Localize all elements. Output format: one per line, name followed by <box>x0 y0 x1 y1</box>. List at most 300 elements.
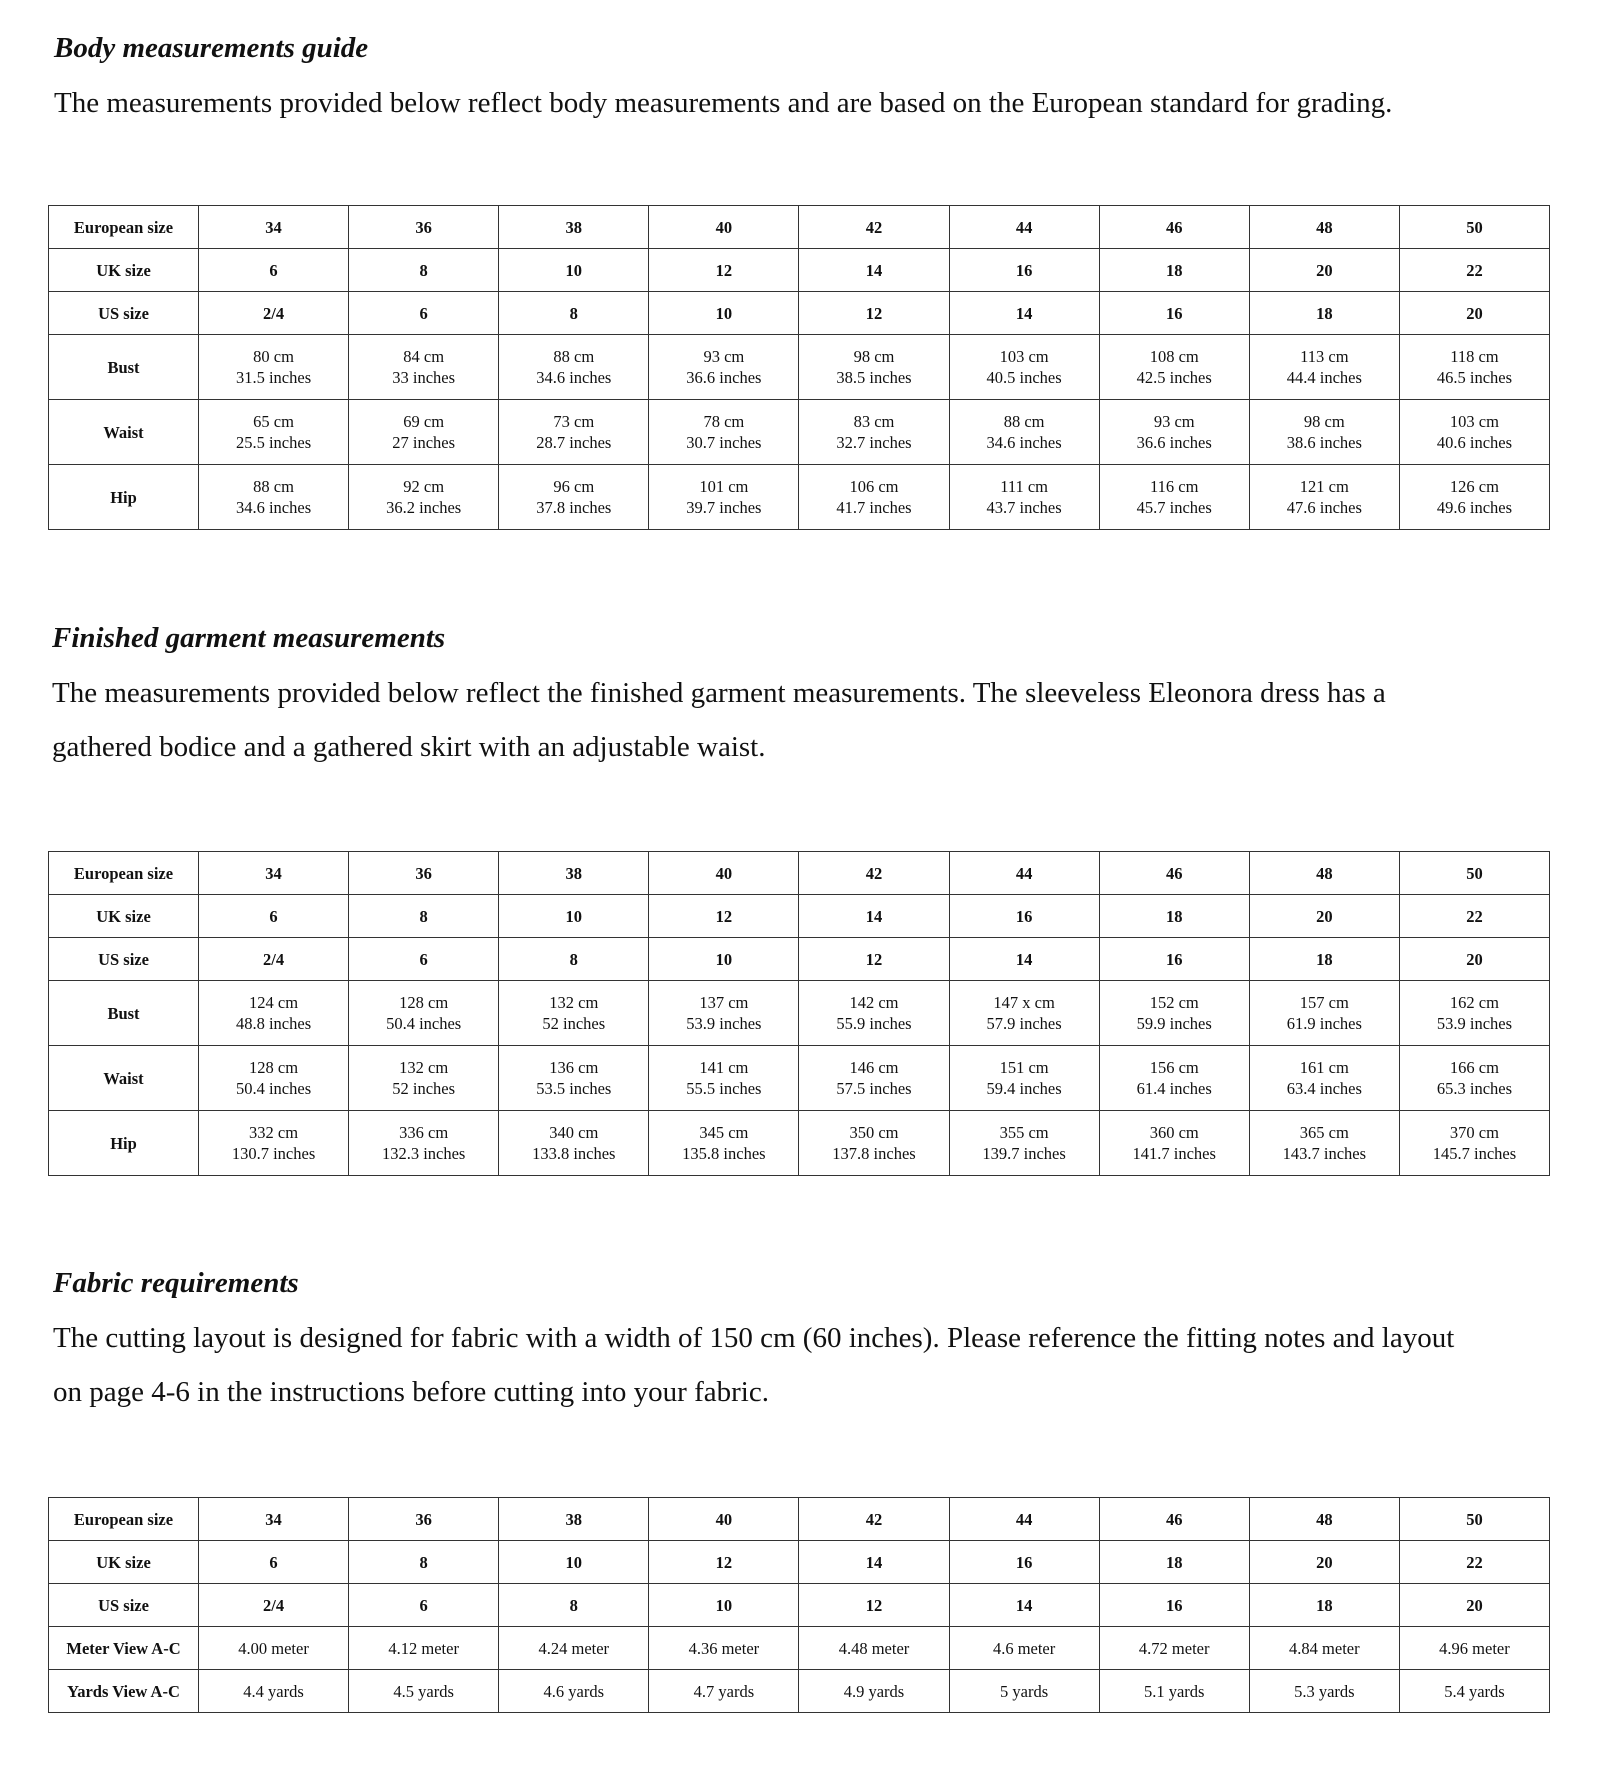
table-cell <box>499 1670 649 1713</box>
table-row <box>49 852 1550 895</box>
cell-value: 133.8 inches <box>532 1144 616 1163</box>
table-cell: 20 <box>1249 895 1399 938</box>
cell-value: 31.5 inches <box>235 368 312 387</box>
cell-value: 147 x cm <box>993 993 1055 1012</box>
table-cell: 18 <box>1249 292 1399 335</box>
cell-value: 36.2 inches <box>386 498 462 517</box>
table-cell <box>949 1046 1099 1111</box>
cell-value: 137 cm <box>699 993 749 1012</box>
table-cell <box>499 335 649 400</box>
cell-value: 128 cm <box>249 1058 299 1077</box>
table-cell: 36 <box>349 1498 499 1541</box>
table-cell <box>499 400 649 465</box>
table-cell <box>1099 335 1249 400</box>
cell-value: 57.5 inches <box>836 1079 912 1098</box>
table-row <box>49 1584 1550 1627</box>
table-cell: 20 <box>1249 249 1399 292</box>
cell-value: 34.6 inches <box>536 368 612 387</box>
cell-value: 4.48 meter <box>838 1638 910 1658</box>
table-cell <box>1399 335 1549 400</box>
cell-value: 103 cm <box>999 347 1049 366</box>
row-label: UK size <box>49 1541 199 1584</box>
cell-value: 40.6 inches <box>1436 433 1513 452</box>
table-row <box>49 1111 1550 1176</box>
table-cell: 50 <box>1399 206 1549 249</box>
table-cell: 42 <box>799 206 949 249</box>
cell-value: 61.4 inches <box>1136 1079 1212 1098</box>
table-row <box>49 1627 1550 1670</box>
table-cell <box>799 1627 949 1670</box>
cell-value: 43.7 inches <box>986 498 1062 517</box>
cell-value: 65.3 inches <box>1436 1079 1513 1098</box>
table-cell <box>799 981 949 1046</box>
table-cell: 34 <box>199 852 349 895</box>
table-cell <box>1399 1627 1549 1670</box>
section-heading: Fabric requirements <box>53 1267 299 1299</box>
cell-value: 55.5 inches <box>686 1079 762 1098</box>
table-cell <box>649 1046 799 1111</box>
table-cell <box>349 1627 499 1670</box>
cell-value: 132.3 inches <box>381 1144 466 1163</box>
table-cell <box>1399 1111 1549 1176</box>
table-cell: 8 <box>349 249 499 292</box>
description-line: The cutting layout is designed for fabric with a width of 150 cm (60 inches). Please reference the fitting notes and layout <box>53 1322 1455 1354</box>
row-label: Hip <box>49 1111 199 1176</box>
table-cell <box>349 1046 499 1111</box>
table-cell <box>1249 1627 1399 1670</box>
table-row <box>49 895 1550 938</box>
table-cell <box>799 1111 949 1176</box>
cell-value: 4.6 meter <box>992 1638 1056 1658</box>
table-cell <box>1249 981 1399 1046</box>
table-cell: 42 <box>799 1498 949 1541</box>
cell-value: 52 inches <box>542 1014 606 1033</box>
cell-value: 63.4 inches <box>1286 1079 1362 1098</box>
table-cell: 40 <box>649 1498 799 1541</box>
table-cell: 34 <box>199 1498 349 1541</box>
cell-value: 4.00 meter <box>238 1638 309 1658</box>
cell-value: 4.36 meter <box>688 1638 760 1658</box>
cell-value: 39.7 inches <box>686 498 762 517</box>
table-cell <box>799 1670 949 1713</box>
finished-garment-table <box>48 851 1550 1176</box>
cell-value: 49.6 inches <box>1436 498 1513 517</box>
table-cell: 40 <box>649 206 799 249</box>
table-cell <box>949 1627 1099 1670</box>
cell-value: 106 cm <box>849 477 899 496</box>
table-row <box>49 206 1550 249</box>
table-cell: 18 <box>1099 249 1249 292</box>
table-cell <box>1249 1046 1399 1111</box>
table-cell: 20 <box>1399 292 1549 335</box>
cell-value: 36.6 inches <box>1136 433 1212 452</box>
cell-value: 40.5 inches <box>986 368 1062 387</box>
section-description <box>54 76 1392 130</box>
cell-value: 50.4 inches <box>235 1079 312 1098</box>
table-cell: 16 <box>949 249 1099 292</box>
table-cell <box>1399 1670 1549 1713</box>
table-cell: 38 <box>499 852 649 895</box>
section-heading: Finished garment measurements <box>52 622 446 654</box>
table-cell <box>349 400 499 465</box>
cell-value: 139.7 inches <box>982 1144 1066 1163</box>
table-cell <box>1249 400 1399 465</box>
cell-value: 101 cm <box>699 477 749 496</box>
table-cell <box>799 1046 949 1111</box>
cell-value: 132 cm <box>399 1058 449 1077</box>
table-cell <box>199 1627 349 1670</box>
cell-value: 30.7 inches <box>686 433 762 452</box>
table-cell: 18 <box>1099 895 1249 938</box>
table-row <box>49 1670 1550 1713</box>
table-cell: 12 <box>799 1584 949 1627</box>
row-label: European size <box>49 206 199 249</box>
table-cell <box>949 1111 1099 1176</box>
table-cell: 50 <box>1399 852 1549 895</box>
table-cell: 46 <box>1099 206 1249 249</box>
table-cell: 12 <box>799 938 949 981</box>
table-cell: 46 <box>1099 1498 1249 1541</box>
cell-value: 34.6 inches <box>986 433 1062 452</box>
cell-value: 53.9 inches <box>686 1014 762 1033</box>
cell-value: 88 cm <box>1003 412 1045 431</box>
row-label: Bust <box>49 335 199 400</box>
cell-value: 355 cm <box>999 1123 1049 1142</box>
cell-value: 141.7 inches <box>1132 1144 1216 1163</box>
cell-value: 4.72 meter <box>1138 1638 1210 1658</box>
table-cell <box>1099 465 1249 530</box>
cell-value: 124 cm <box>249 993 299 1012</box>
table-cell: 50 <box>1399 1498 1549 1541</box>
cell-value: 370 cm <box>1449 1123 1499 1142</box>
description-line: on page 4-6 in the instructions before cutting into your fabric. <box>53 1376 769 1408</box>
cell-value: 121 cm <box>1299 477 1349 496</box>
cell-value: 27 inches <box>392 433 456 452</box>
table-cell: 16 <box>1099 938 1249 981</box>
table-cell <box>499 1627 649 1670</box>
table-cell: 22 <box>1399 1541 1549 1584</box>
table-cell: 44 <box>949 1498 1099 1541</box>
table-cell: 8 <box>349 1541 499 1584</box>
table-cell: 12 <box>649 249 799 292</box>
table-cell: 44 <box>949 852 1099 895</box>
table-cell <box>1399 981 1549 1046</box>
cell-value: 137.8 inches <box>832 1144 916 1163</box>
cell-value: 166 cm <box>1449 1058 1499 1077</box>
row-label: US size <box>49 1584 199 1627</box>
table-row <box>49 1046 1550 1111</box>
table-cell <box>1099 1046 1249 1111</box>
row-label: UK size <box>49 249 199 292</box>
cell-value: 44.4 inches <box>1286 368 1362 387</box>
cell-value: 350 cm <box>849 1123 899 1142</box>
description-line: The measurements provided below reflect body measurements and are based on the European standard for grading. <box>54 87 1393 119</box>
table-cell: 6 <box>349 292 499 335</box>
cell-value: 5.4 yards <box>1444 1681 1505 1701</box>
cell-value: 5.3 yards <box>1294 1681 1355 1701</box>
cell-value: 345 cm <box>699 1123 749 1142</box>
cell-value: 126 cm <box>1449 477 1499 496</box>
cell-value: 4.4 yards <box>243 1681 304 1701</box>
table-cell <box>349 1111 499 1176</box>
table-cell <box>949 400 1099 465</box>
cell-value: 360 cm <box>1149 1123 1199 1142</box>
cell-value: 34.6 inches <box>235 498 312 517</box>
cell-value: 151 cm <box>999 1058 1049 1077</box>
row-label: Waist <box>49 400 199 465</box>
description-line: The measurements provided below reflect the finished garment measurements. The sleeveless Eleonora dress has a <box>52 677 1386 709</box>
table-cell: 20 <box>1399 938 1549 981</box>
table-cell: 20 <box>1249 1541 1399 1584</box>
cell-value: 4.9 yards <box>843 1681 905 1701</box>
table-cell <box>349 465 499 530</box>
cell-value: 83 cm <box>853 412 895 431</box>
cell-value: 59.4 inches <box>986 1079 1062 1098</box>
table-cell <box>199 981 349 1046</box>
table-cell: 8 <box>349 895 499 938</box>
table-cell <box>499 1111 649 1176</box>
cell-value: 73 cm <box>553 412 595 431</box>
cell-value: 88 cm <box>253 477 294 496</box>
cell-value: 45.7 inches <box>1136 498 1212 517</box>
table-cell: 38 <box>499 206 649 249</box>
table-cell: 34 <box>199 206 349 249</box>
cell-value: 4.96 meter <box>1439 1638 1510 1658</box>
cell-value: 103 cm <box>1449 412 1499 431</box>
row-label: Hip <box>49 465 199 530</box>
table-cell <box>199 1670 349 1713</box>
cell-value: 111 cm <box>1000 477 1048 496</box>
table-cell: 10 <box>649 1584 799 1627</box>
cell-value: 4.5 yards <box>393 1681 454 1701</box>
table-cell: 22 <box>1399 895 1549 938</box>
table-cell <box>799 465 949 530</box>
table-cell <box>1399 465 1549 530</box>
cell-value: 47.6 inches <box>1286 498 1362 517</box>
cell-value: 142 cm <box>849 993 899 1012</box>
table-cell: 14 <box>949 938 1099 981</box>
table-cell: 10 <box>499 1541 649 1584</box>
table-cell <box>799 400 949 465</box>
cell-value: 38.6 inches <box>1286 433 1362 452</box>
table-cell: 10 <box>499 249 649 292</box>
cell-value: 135.8 inches <box>682 1144 766 1163</box>
cell-value: 84 cm <box>403 347 445 366</box>
table-cell <box>1099 1670 1249 1713</box>
row-label: Bust <box>49 981 199 1046</box>
table-cell <box>1249 465 1399 530</box>
cell-value: 5.1 yards <box>1143 1681 1205 1701</box>
cell-value: 92 cm <box>403 477 445 496</box>
cell-value: 48.8 inches <box>235 1014 312 1033</box>
cell-value: 143.7 inches <box>1282 1144 1367 1163</box>
description-line: gathered bodice and a gathered skirt with an adjustable waist. <box>52 731 766 763</box>
fabric-requirements-table <box>48 1497 1550 1713</box>
cell-value: 55.9 inches <box>836 1014 912 1033</box>
cell-value: 37.8 inches <box>536 498 612 517</box>
section-description <box>53 1311 1454 1419</box>
table-cell <box>199 335 349 400</box>
cell-value: 52 inches <box>392 1079 456 1098</box>
table-cell <box>349 335 499 400</box>
table-cell <box>1099 1627 1249 1670</box>
cell-value: 59.9 inches <box>1136 1014 1212 1033</box>
table-row <box>49 1498 1550 1541</box>
table-cell: 14 <box>799 895 949 938</box>
table-cell <box>1099 981 1249 1046</box>
cell-value: 116 cm <box>1150 477 1199 496</box>
cell-value: 130.7 inches <box>231 1144 316 1163</box>
table-cell: 42 <box>799 852 949 895</box>
table-cell: 36 <box>349 206 499 249</box>
cell-value: 53.5 inches <box>536 1079 612 1098</box>
table-cell <box>1399 1046 1549 1111</box>
table-row <box>49 249 1550 292</box>
table-cell: 16 <box>1099 1584 1249 1627</box>
cell-value: 4.84 meter <box>1289 1638 1360 1658</box>
cell-value: 80 cm <box>253 347 294 366</box>
table-cell: 48 <box>1249 1498 1399 1541</box>
table-cell: 6 <box>349 1584 499 1627</box>
cell-value: 57.9 inches <box>986 1014 1062 1033</box>
cell-value: 53.9 inches <box>1436 1014 1513 1033</box>
cell-value: 332 cm <box>249 1123 299 1142</box>
table-cell: 10 <box>499 895 649 938</box>
table-cell <box>649 465 799 530</box>
table-cell: 12 <box>799 292 949 335</box>
table-cell <box>199 465 349 530</box>
table-cell: 16 <box>1099 292 1249 335</box>
table-cell <box>349 981 499 1046</box>
cell-value: 78 cm <box>703 412 745 431</box>
table-cell <box>649 1627 799 1670</box>
table-row <box>49 465 1550 530</box>
cell-value: 145.7 inches <box>1432 1144 1517 1163</box>
table-cell: 14 <box>949 1584 1099 1627</box>
table-row <box>49 335 1550 400</box>
row-label: Meter View A-C <box>49 1627 199 1670</box>
table-cell: 16 <box>949 895 1099 938</box>
row-label: European size <box>49 1498 199 1541</box>
cell-value: 96 cm <box>553 477 595 496</box>
cell-value: 136 cm <box>549 1058 599 1077</box>
cell-value: 50.4 inches <box>386 1014 462 1033</box>
table-cell <box>199 1046 349 1111</box>
cell-value: 5 yards <box>1000 1681 1049 1701</box>
table-cell: 22 <box>1399 249 1549 292</box>
cell-value: 161 cm <box>1299 1058 1349 1077</box>
table-cell <box>1399 400 1549 465</box>
cell-value: 4.6 yards <box>543 1681 605 1701</box>
table-cell <box>949 981 1099 1046</box>
cell-value: 336 cm <box>399 1123 449 1142</box>
row-label: US size <box>49 292 199 335</box>
table-cell: 2/4 <box>199 1584 349 1627</box>
cell-value: 46.5 inches <box>1436 368 1513 387</box>
cell-value: 365 cm <box>1299 1123 1349 1142</box>
table-cell <box>649 1670 799 1713</box>
table-cell <box>499 1046 649 1111</box>
cell-value: 33 inches <box>392 368 456 387</box>
cell-value: 42.5 inches <box>1136 368 1212 387</box>
table-cell <box>199 1111 349 1176</box>
table-cell: 38 <box>499 1498 649 1541</box>
table-cell <box>1249 1670 1399 1713</box>
cell-value: 113 cm <box>1300 347 1349 366</box>
table-cell: 8 <box>499 292 649 335</box>
table-cell: 14 <box>949 292 1099 335</box>
table-cell: 8 <box>499 938 649 981</box>
cell-value: 38.5 inches <box>836 368 912 387</box>
table-cell: 6 <box>349 938 499 981</box>
section-heading: Body measurements guide <box>54 32 369 64</box>
table-cell <box>949 335 1099 400</box>
cell-value: 146 cm <box>849 1058 899 1077</box>
table-cell: 36 <box>349 852 499 895</box>
cell-value: 132 cm <box>549 993 599 1012</box>
section-description <box>52 666 1386 774</box>
body-measurements-table <box>48 205 1550 530</box>
row-label: US size <box>49 938 199 981</box>
cell-value: 4.12 meter <box>388 1638 459 1658</box>
table-cell: 14 <box>799 1541 949 1584</box>
table-cell: 8 <box>499 1584 649 1627</box>
cell-value: 41.7 inches <box>836 498 912 517</box>
cell-value: 4.24 meter <box>538 1638 610 1658</box>
table-row <box>49 981 1550 1046</box>
table-cell: 18 <box>1099 1541 1249 1584</box>
table-cell <box>499 981 649 1046</box>
table-cell <box>949 1670 1099 1713</box>
table-cell <box>949 465 1099 530</box>
cell-value: 69 cm <box>403 412 445 431</box>
cell-value: 25.5 inches <box>235 433 312 452</box>
table-cell <box>199 400 349 465</box>
table-cell: 48 <box>1249 206 1399 249</box>
table-cell: 16 <box>949 1541 1099 1584</box>
table-cell <box>1099 400 1249 465</box>
cell-value: 141 cm <box>699 1058 749 1077</box>
table-cell <box>1099 1111 1249 1176</box>
table-cell: 6 <box>199 1541 349 1584</box>
table-cell: 2/4 <box>199 292 349 335</box>
cell-value: 88 cm <box>553 347 595 366</box>
table-cell: 6 <box>199 249 349 292</box>
table-cell <box>649 1111 799 1176</box>
cell-value: 65 cm <box>253 412 294 431</box>
table-cell: 20 <box>1399 1584 1549 1627</box>
cell-value: 157 cm <box>1299 993 1349 1012</box>
table-cell: 40 <box>649 852 799 895</box>
cell-value: 108 cm <box>1149 347 1199 366</box>
cell-value: 98 cm <box>853 347 895 366</box>
table-cell: 48 <box>1249 852 1399 895</box>
table-row <box>49 938 1550 981</box>
table-row <box>49 292 1550 335</box>
table-cell: 12 <box>649 1541 799 1584</box>
table-cell: 6 <box>199 895 349 938</box>
table-cell: 18 <box>1249 938 1399 981</box>
cell-value: 152 cm <box>1149 993 1199 1012</box>
table-cell <box>499 465 649 530</box>
table-cell: 46 <box>1099 852 1249 895</box>
cell-value: 128 cm <box>399 993 449 1012</box>
cell-value: 340 cm <box>549 1123 599 1142</box>
cell-value: 32.7 inches <box>836 433 912 452</box>
cell-value: 36.6 inches <box>686 368 762 387</box>
table-cell: 10 <box>649 938 799 981</box>
table-row <box>49 1541 1550 1584</box>
